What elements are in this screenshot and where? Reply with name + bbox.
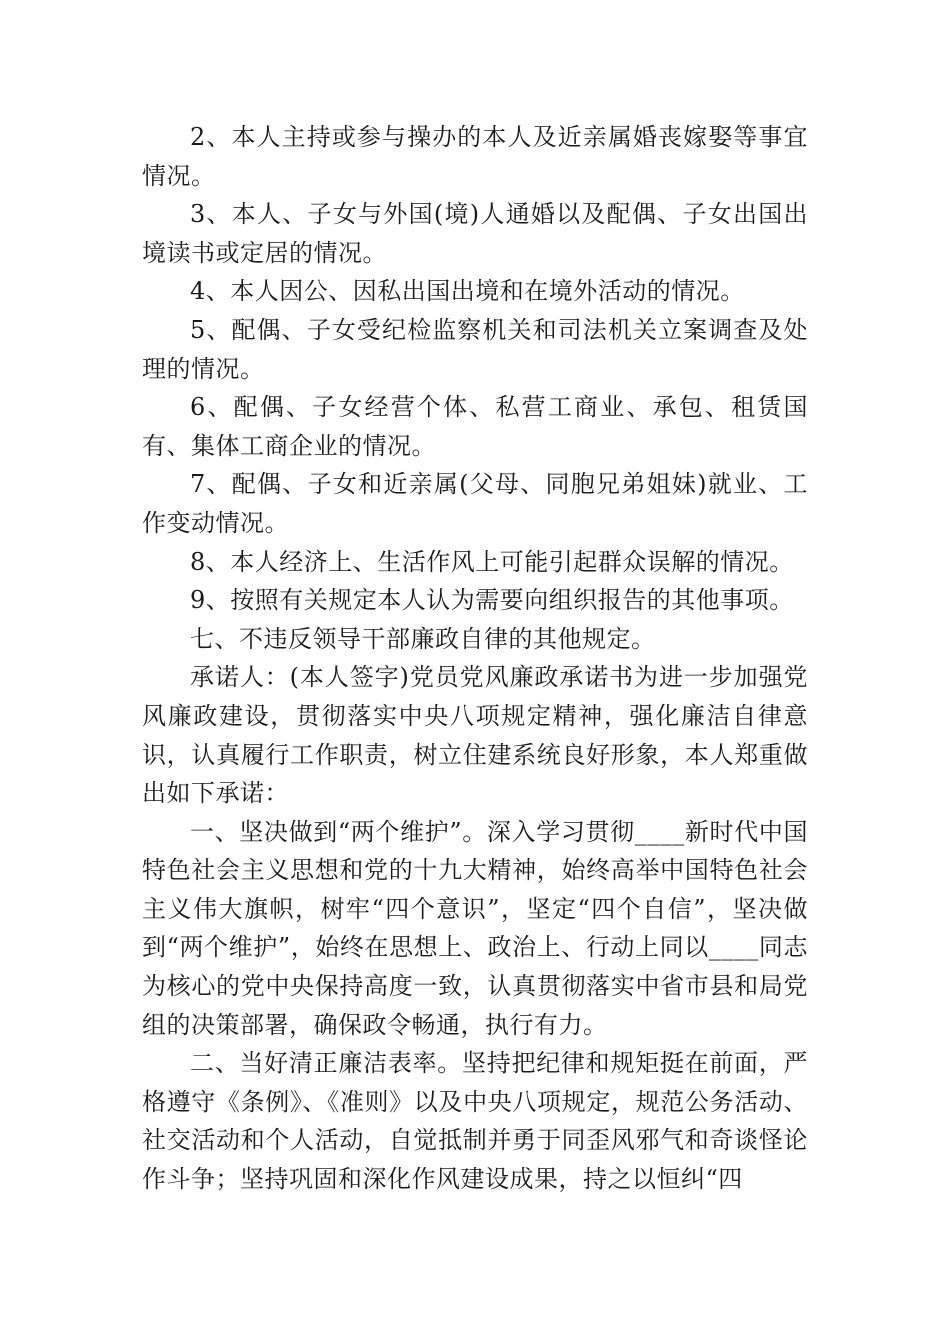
paragraph-pledge-one: 一、坚决做到“两个维护”。深入学习贯彻____新时代中国特色社会主义思想和党的十九大精神，始终高举中国特色社会主义伟大旗帜，树牢“四个意识”，坚定“四个自信”，坚决做到“两个维护”，始终在思想上、政治上、行动上同以____同志为核心的党中央保持高度一致，认真贯彻落实中省市县和局党组的决策部署，确保政令畅通，执行有力。 (142, 817, 808, 1039)
document-body (142, 118, 808, 1199)
paragraph-item-3: 3、本人、子女与外国(境)人通婚以及配偶、子女出国出境读书或定居的情况。 (142, 200, 808, 267)
paragraph-section-seven: 七、不违反领导干部廉政自律的其他规定。 (190, 624, 656, 653)
paragraph-item-8: 8、本人经济上、生活作风上可能引起群众误解的情况。 (190, 547, 794, 576)
paragraph-item-6: 6、配偶、子女经营个体、私营工商业、承包、租赁国有、集体工商企业的情况。 (142, 393, 808, 460)
paragraph-item-9: 9、按照有关规定本人认为需要向组织报告的其他事项。 (190, 586, 794, 615)
paragraph-item-4: 4、本人因公、因私出国出境和在境外活动的情况。 (190, 277, 745, 306)
paragraph-item-2: 2、本人主持或参与操办的本人及近亲属婚丧嫁娶等事宜情况。 (142, 123, 808, 190)
paragraph-item-7: 7、配偶、子女和近亲属(父母、同胞兄弟姐妹)就业、工作变动情况。 (142, 470, 808, 537)
paragraph-pledge-intro: 承诺人：(本人签字)党员党风廉政承诺书为进一步加强党风廉政建设，贯彻落实中央八项规定精神，强化廉洁自律意识，认真履行工作职责，树立住建系统良好形象，本人郑重做出如下承诺： (142, 663, 808, 808)
paragraph-item-5: 5、配偶、子女受纪检监察机关和司法机关立案调查及处理的情况。 (142, 315, 808, 383)
paragraph-pledge-two: 二、当好清正廉洁表率。坚持把纪律和规矩挺在前面，严格遵守《条例》、《准则》以及中央八项规定，规范公务活动、社交活动和个人活动，自觉抵制并勇于同歪风邪气和奇谈怪论作斗争；坚持巩固和深化作风建设成果，持之以恒纠“四 (142, 1049, 808, 1194)
